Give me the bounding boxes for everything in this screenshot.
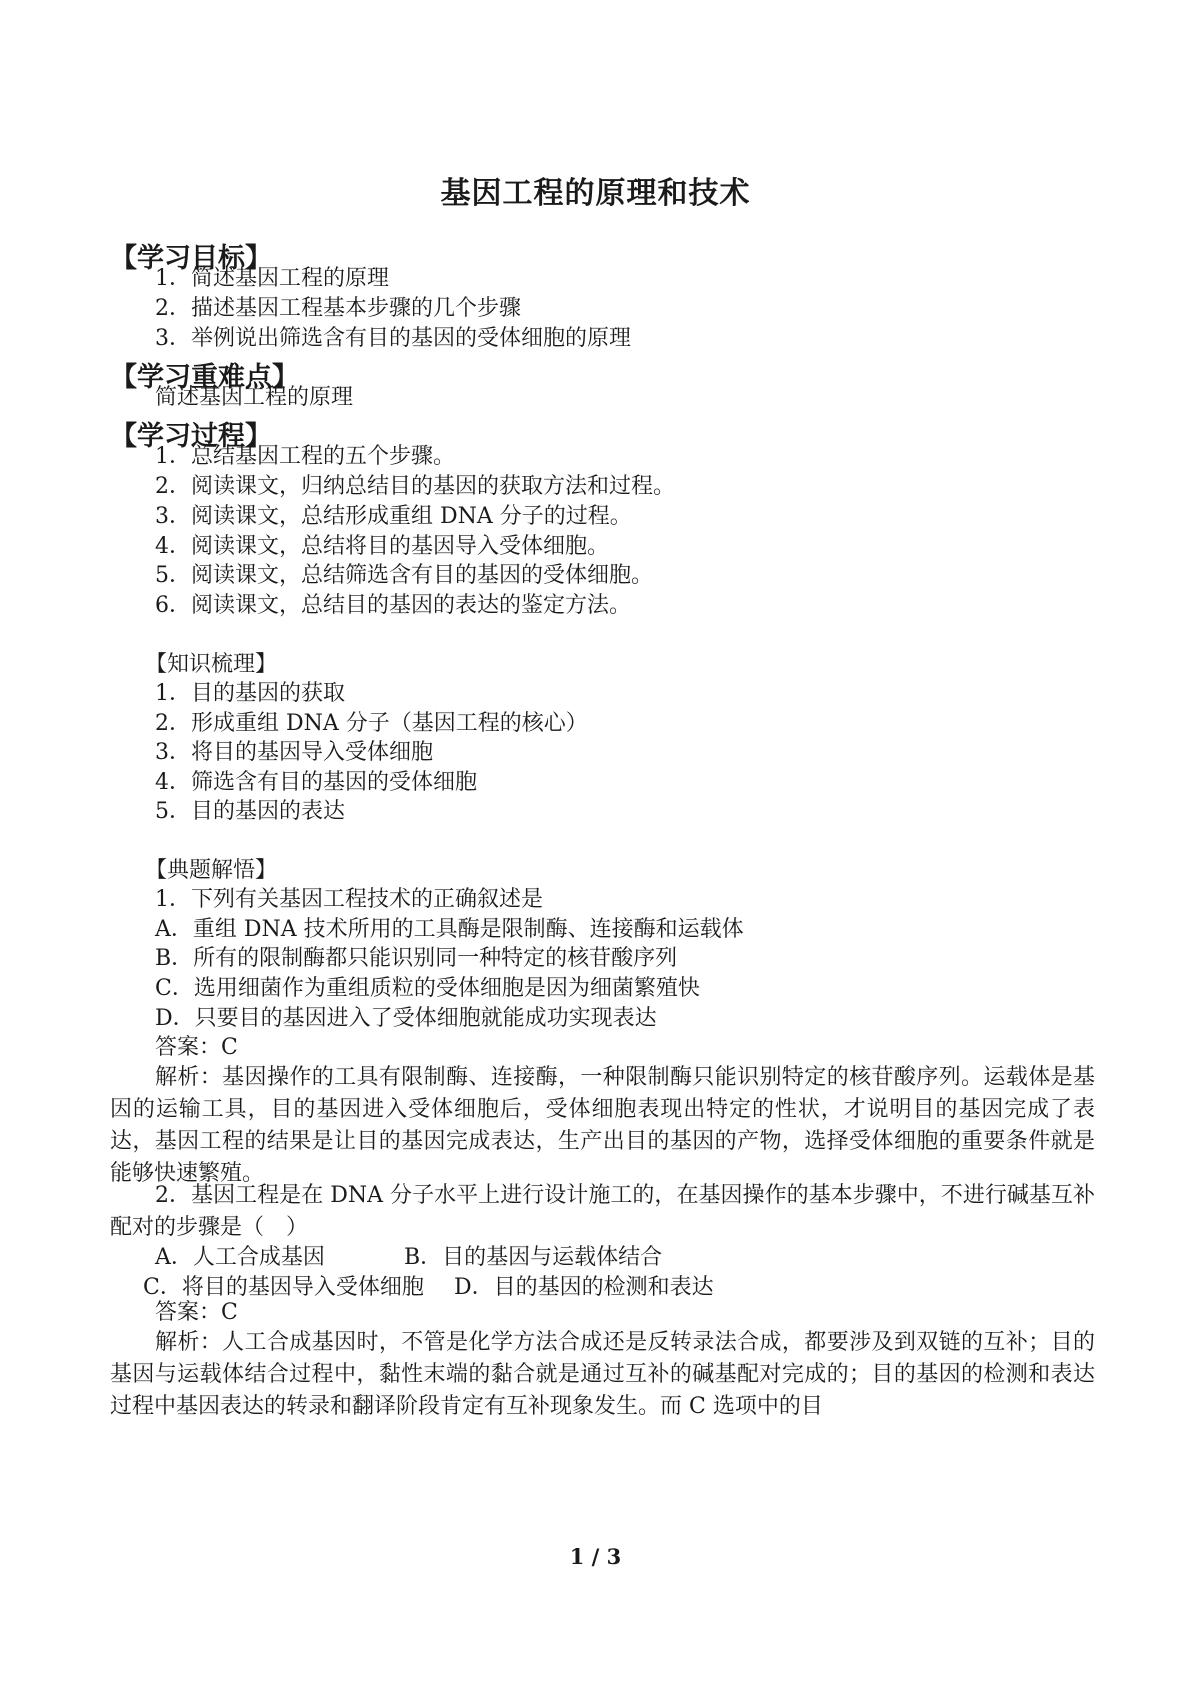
q1-option-b: B．所有的限制酶都只能识别同一种特定的核苷酸序列 — [155, 946, 678, 971]
knowledge-item: 5．目的基因的表达 — [155, 799, 345, 824]
key-points-text: 简述基因工程的原理 — [155, 385, 354, 410]
key-points-heading: 【学习重难点】 — [110, 362, 299, 393]
q2-analysis: 解析：人工合成基因时，不管是化学方法合成还是反转录法合成，都要涉及到双链的互补；目的基因与运载体结合过程中，黏性末端的黏合就是通过互补的碱基配对完成的；目的基因的检测和表达过程中基因表达的转录和翻译阶段肯定有互补现象发生。而 C 选项中的目 — [110, 1330, 1095, 1419]
q1-option-d: D．只要目的基因进入了受体细胞就能成功实现表达 — [155, 1006, 657, 1031]
q2-answer: 答案：C — [155, 1300, 238, 1325]
process-item: 3．阅读课文，总结形成重组 DNA 分子的过程。 — [155, 504, 632, 529]
process-item: 6．阅读课文，总结目的基因的表达的鉴定方法。 — [155, 593, 631, 618]
page-number: 1 / 3 — [569, 1544, 622, 1569]
objective-item: 1．简述基因工程的原理 — [155, 266, 389, 291]
knowledge-item: 3．将目的基因导入受体细胞 — [155, 740, 433, 765]
knowledge-item: 2．形成重组 DNA 分子（基因工程的核心） — [155, 711, 588, 736]
process-item: 4．阅读课文，总结将目的基因导入受体细胞。 — [155, 534, 609, 559]
process-item: 5．阅读课文，总结筛选含有目的基因的受体细胞。 — [155, 563, 653, 588]
objective-item: 3．举例说出筛选含有目的基因的受体细胞的原理 — [155, 326, 631, 351]
q2-option-a: A．人工合成基因 — [155, 1245, 325, 1270]
q1-stem: 1．下列有关基因工程技术的正确叙述是 — [155, 887, 543, 912]
q2-option-b: B．目的基因与运载体结合 — [404, 1245, 663, 1270]
q2-option-c: C．将目的基因导入受体细胞 — [143, 1275, 424, 1300]
knowledge-item: 4．筛选含有目的基因的受体细胞 — [155, 770, 477, 795]
q1-analysis: 解析：基因操作的工具有限制酶、连接酶，一种限制酶只能识别特定的核苷酸序列。运载体是基因的运输工具，目的基因进入受体细胞后，受体细胞表现出特定的性状，才说明目的基因完成了表达，基因工程的结果是让目的基因完成表达，生产出目的基因的产物，选择受体细胞的重要条件就是能够快速繁殖。 — [110, 1065, 1095, 1186]
page-title: 基因工程的原理和技术 — [440, 176, 751, 211]
examples-heading: 【典题解悟】 — [145, 858, 278, 883]
q2-stem: 2．基因工程是在 DNA 分子水平上进行设计施工的，在基因操作的基本步骤中，不进行碱基互补配对的步骤是（ ） — [110, 1183, 1095, 1240]
knowledge-item: 1．目的基因的获取 — [155, 681, 345, 706]
q1-option-a: A．重组 DNA 技术所用的工具酶是限制酶、连接酶和运载体 — [155, 917, 744, 942]
process-item: 2．阅读课文，归纳总结目的基因的获取方法和过程。 — [155, 474, 675, 499]
q1-answer: 答案：C — [155, 1035, 238, 1060]
q2-option-d: D．目的基因的检测和表达 — [454, 1275, 714, 1300]
process-heading: 【学习过程】 — [110, 421, 272, 452]
q1-option-c: C．选用细菌作为重组质粒的受体细胞是因为细菌繁殖快 — [155, 976, 700, 1001]
knowledge-heading: 【知识梳理】 — [145, 652, 278, 677]
objectives-heading: 【学习目标】 — [110, 243, 272, 274]
objective-item: 2．描述基因工程基本步骤的几个步骤 — [155, 296, 521, 321]
process-item: 1．总结基因工程的五个步骤。 — [155, 444, 455, 469]
